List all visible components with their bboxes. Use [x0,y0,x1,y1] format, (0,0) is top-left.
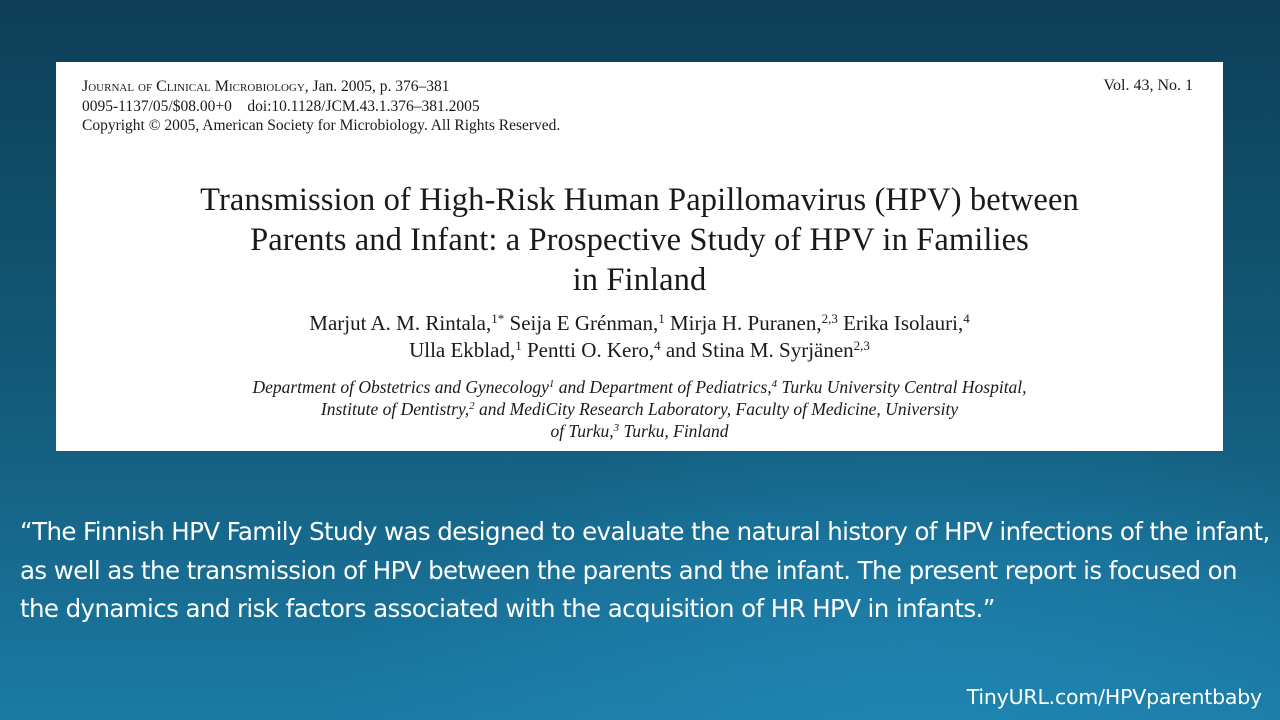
study-quote: “The Finnish HPV Family Study was designed to evaluate the natural history of HPV infections of the infant, as well as the transmission of HPV between the parents and the infant. The present report is focused on the dynamics and risk factors associated with the acquisition of HR HPV in infants.” [20,517,1270,623]
author-name: Pentti O. Kero, [521,338,655,362]
issn-doi: 0095-1137/05/$08.00+0 doi:10.1128/JCM.43.1.376–381.2005 [82,97,480,115]
affiliation-mark: 1 [548,378,555,390]
volume-number: Vol. 43, No. 1 [1103,77,1193,94]
affiliation-line [56,398,1223,420]
affiliation-block [56,376,1223,442]
paper-header-image [56,62,1223,451]
author-name: and Stina M. Syrjänen [660,338,854,362]
affiliation-mark: 3 [613,422,620,434]
author-name: Mirja H. Puranen, [664,311,822,335]
affiliation-text: of Turku, [550,421,614,441]
author-line [56,310,1223,337]
author-affiliation-mark: 1* [491,311,505,326]
journal-citation [82,77,560,97]
author-affiliation-mark: 1 [658,311,665,326]
affiliation-mark: 4 [771,378,778,390]
affiliation-line [56,420,1223,442]
affiliation-text: Turku, Finland [619,421,729,441]
author-affiliation-mark: 4 [963,311,970,326]
author-affiliation-mark: 2,3 [821,311,838,326]
affiliation-line [56,376,1223,398]
paper-title [56,180,1223,300]
affiliation-text: Institute of Dentistry, [320,399,470,419]
affiliation-text: and MediCity Research Laboratory, Faculty of Medicine, University [474,399,959,419]
paper-title-line: Transmission of High-Risk Human Papillomavirus (HPV) between [200,182,1079,218]
paper-title-line: in Finland [572,262,707,298]
journal-name: Journal of Clinical Microbiology [82,78,305,95]
affiliation-text: Department of Obstetrics and Gynecology [252,377,549,397]
affiliation-text: Turku University Central Hospital, [777,377,1027,397]
journal-issue: , Jan. 2005, p. 376–381 [304,78,450,95]
author-line [56,337,1223,364]
author-name: Seija E Grénman, [504,311,659,335]
author-affiliation-mark: 4 [654,338,661,353]
author-affiliation-mark: 2,3 [853,338,870,353]
author-name: Marjut A. M. Rintala, [309,311,492,335]
footer-url[interactable]: TinyURL.com/HPVparentbaby [966,685,1262,709]
author-name: Ulla Ekblad, [409,338,516,362]
copyright-notice: Copyright © 2005, American Society for Microbiology. All Rights Reserved. [82,117,561,134]
author-list [56,310,1223,364]
affiliation-text: and Department of Pediatrics, [554,377,772,397]
author-name: Erika Isolauri, [837,311,964,335]
journal-meta [82,77,560,136]
author-affiliation-mark: 1 [515,338,522,353]
affiliation-mark: 2 [469,400,475,412]
paper-title-line: Parents and Infant: a Prospective Study of HPV in Families [250,222,1029,258]
